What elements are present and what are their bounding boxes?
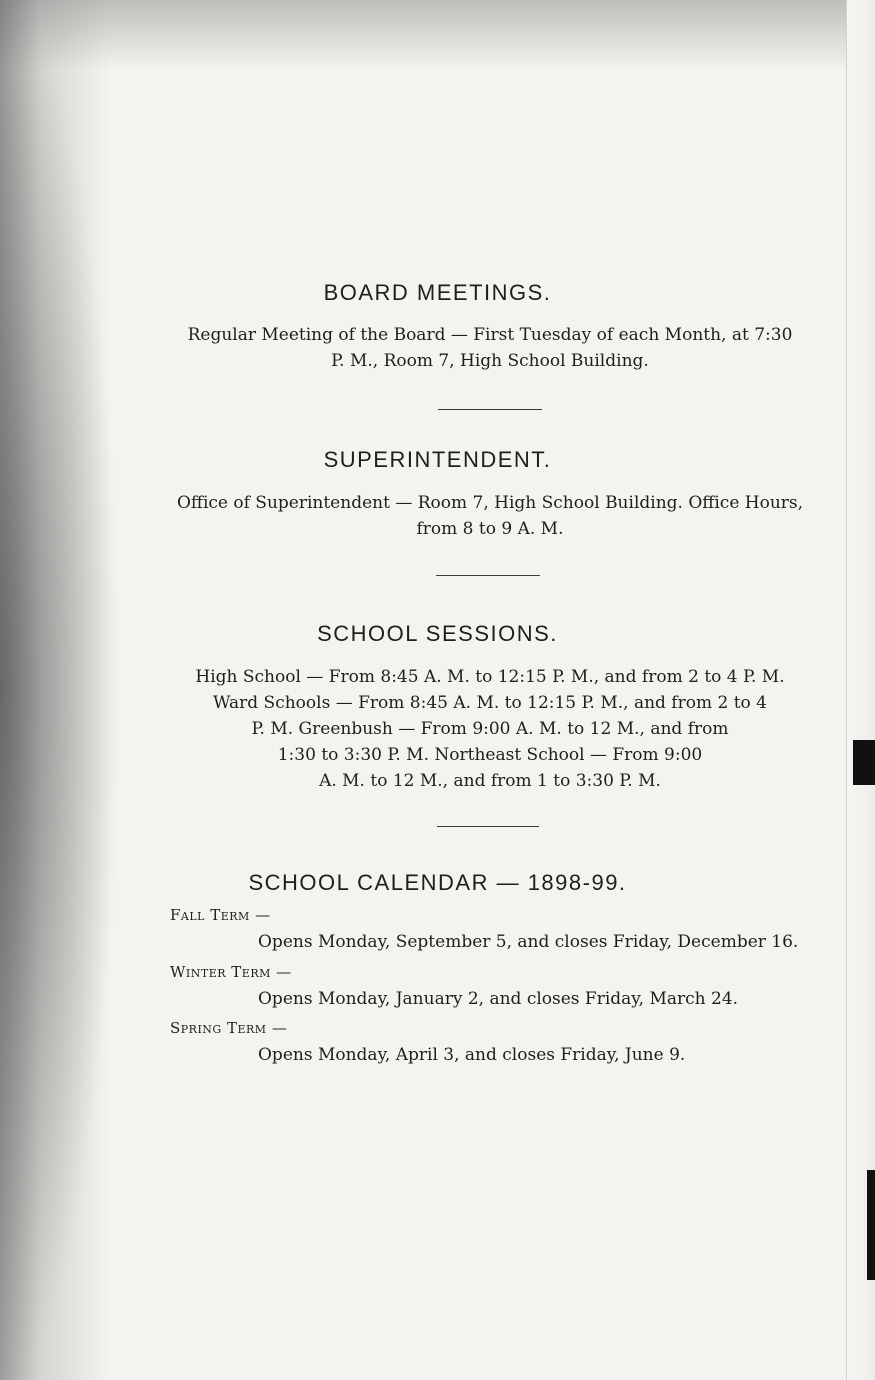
board-meetings-text <box>150 322 830 374</box>
fall-term-label: Fall Term — <box>170 906 271 924</box>
superintendent-line-2: from 8 to 9 A. M. <box>416 519 564 539</box>
school-sessions-line: P. M. Greenbush — From 9:00 A. M. to 12 M., and from <box>251 719 729 739</box>
page-edge-mark <box>867 1170 875 1280</box>
superintendent-heading: SUPERINTENDENT. <box>323 447 552 472</box>
section-divider <box>436 575 540 576</box>
school-sessions-text <box>150 664 830 794</box>
school-sessions-line: Ward Schools — From 8:45 A. M. to 12:15 P. M., and from 2 to 4 <box>213 693 767 713</box>
board-meetings-line-2: P. M., Room 7, High School Building. <box>331 351 649 371</box>
superintendent-text <box>150 490 830 542</box>
winter-term-label: Winter Term — <box>170 963 292 981</box>
section-divider <box>437 826 539 827</box>
school-calendar-heading: SCHOOL CALENDAR — 1898-99. <box>248 870 627 895</box>
spring-term-text: Opens Monday, April 3, and closes Friday, June 9. <box>258 1045 686 1065</box>
winter-term-text: Opens Monday, January 2, and closes Friday, March 24. <box>258 989 739 1009</box>
spring-term-label: Spring Term — <box>170 1019 288 1037</box>
school-sessions-line: 1:30 to 3:30 P. M. Northeast School — From 9:00 <box>277 745 703 765</box>
fall-term-text: Opens Monday, September 5, and closes Friday, December 16. <box>258 932 799 952</box>
school-sessions-heading: SCHOOL SESSIONS. <box>317 621 558 646</box>
board-meetings-line-1: Regular Meeting of the Board — First Tuesday of each Month, at 7:30 <box>187 325 793 345</box>
board-meetings-heading: BOARD MEETINGS. <box>323 280 552 305</box>
school-sessions-line: A. M. to 12 M., and from 1 to 3:30 P. M. <box>319 771 661 791</box>
page-tab-mark <box>853 740 875 785</box>
section-divider <box>438 409 542 410</box>
school-sessions-line: High School — From 8:45 A. M. to 12:15 P. M., and from 2 to 4 P. M. <box>195 667 785 687</box>
superintendent-line-1: Office of Superintendent — Room 7, High School Building. Office Hours, <box>176 493 804 513</box>
